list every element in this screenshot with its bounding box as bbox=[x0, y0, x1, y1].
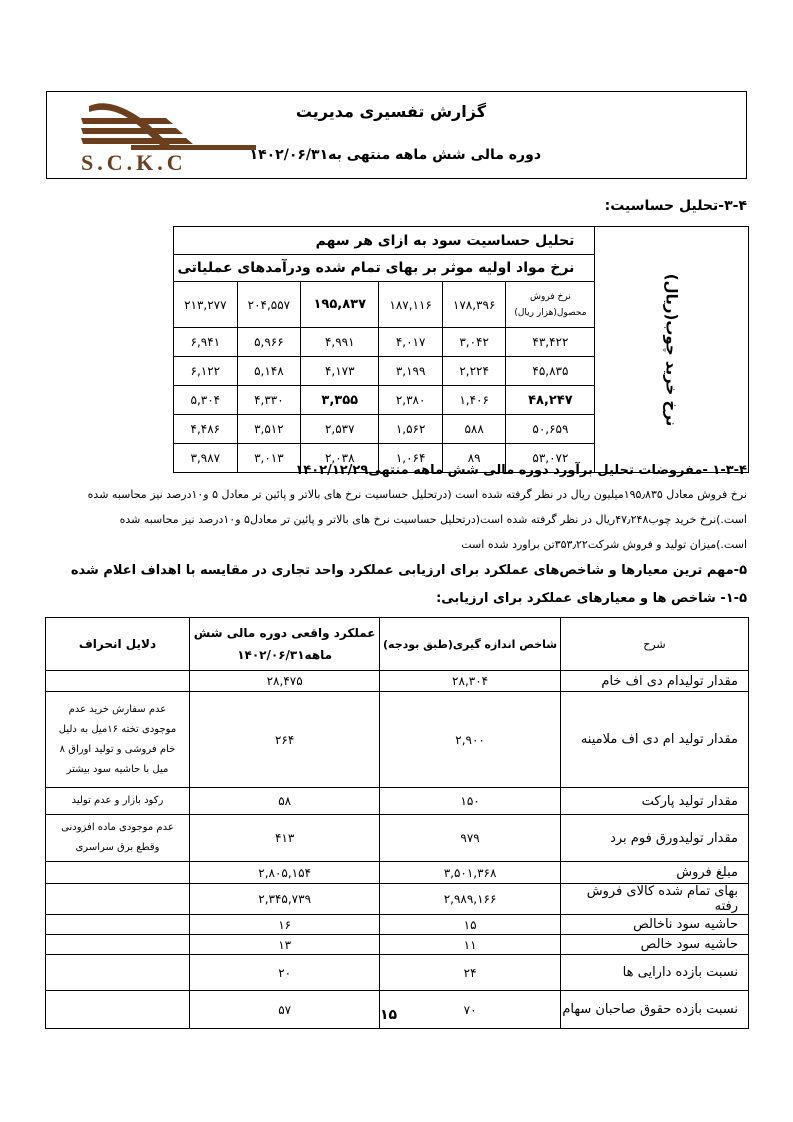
row-budget: ۱۵۰ bbox=[380, 788, 560, 815]
table-row bbox=[46, 692, 749, 788]
table-cell: ۴,۱۷۳ bbox=[301, 357, 379, 386]
table-cell: ۲,۲۲۴ bbox=[442, 357, 506, 386]
table-cell: ۶,۱۲۲ bbox=[174, 357, 238, 386]
row-reason bbox=[46, 935, 190, 955]
wood-rate-cell: ۴۸,۲۴۷ bbox=[506, 386, 595, 415]
table-cell: ۳,۰۴۲ bbox=[442, 328, 506, 357]
row-actual: ۵۸ bbox=[189, 788, 379, 815]
row-description: بهای تمام شده کالای فروش رفته bbox=[560, 884, 748, 915]
logo-graphic bbox=[71, 98, 271, 174]
table-cell: ۶,۹۴۱ bbox=[174, 328, 238, 357]
row-description: مقدار تولید ام دی اف ملامینه bbox=[560, 692, 748, 788]
row-reason: عدم سفارش خرید عدم موجودی تخته ۱۶میل به دلیل خام فروشی و تولید اوراق ۸ میل با حاشیه سود بیشتر bbox=[46, 692, 190, 788]
row-reason bbox=[46, 991, 190, 1029]
sensitivity-subtitle: نرخ مواد اولیه موثر بر بهای تمام شده ودرآمدهای عملیاتی bbox=[174, 255, 595, 282]
row-description: مقدار تولید پارکت bbox=[560, 788, 748, 815]
row-description: حاشیه سود ناخالص bbox=[560, 915, 748, 935]
row-budget: ۱۱ bbox=[380, 935, 560, 955]
table-cell: ۳,۰۱۳ bbox=[237, 444, 301, 473]
report-header bbox=[46, 91, 747, 179]
table-cell: ۲,۰۳۸ bbox=[301, 444, 379, 473]
sale-rate-col-3: ۱۹۵,۸۳۷ bbox=[301, 282, 379, 328]
col-header-budget: شاخص اندازه گیری(طبق بودجه) bbox=[380, 618, 560, 671]
company-logo bbox=[71, 98, 271, 174]
table-cell: ۸۹ bbox=[442, 444, 506, 473]
table-cell: ۲,۵۳۷ bbox=[301, 415, 379, 444]
row-budget: ۲۴ bbox=[380, 955, 560, 991]
row-reason bbox=[46, 915, 190, 935]
table-row bbox=[46, 955, 749, 991]
row-reason bbox=[46, 955, 190, 991]
table-row bbox=[46, 815, 749, 862]
row-actual: ۱۶ bbox=[189, 915, 379, 935]
table-cell: ۲,۳۸۰ bbox=[379, 386, 443, 415]
sale-rate-col-5: ۲۱۳,۲۷۷ bbox=[174, 282, 238, 328]
row-actual: ۲,۳۴۵,۷۳۹ bbox=[189, 884, 379, 915]
table-cell: ۱,۰۶۴ bbox=[379, 444, 443, 473]
table-cell: ۳,۹۸۷ bbox=[174, 444, 238, 473]
table-row bbox=[46, 671, 749, 692]
row-description: مقدار تولیدام دی اف خام bbox=[560, 671, 748, 692]
table-row bbox=[46, 862, 749, 884]
table-cell: ۴,۹۹۱ bbox=[301, 328, 379, 357]
performance-table bbox=[45, 617, 749, 1029]
table-cell: ۱,۵۶۲ bbox=[379, 415, 443, 444]
row-actual: ۲,۸۰۵,۱۵۴ bbox=[189, 862, 379, 884]
row-budget: ۲,۹۰۰ bbox=[380, 692, 560, 788]
wood-rate-cell: ۵۳,۰۷۲ bbox=[506, 444, 595, 473]
table-cell: ۵,۱۴۸ bbox=[237, 357, 301, 386]
row-description: نسبت بازده دارایی ها bbox=[560, 955, 748, 991]
wood-rate-vertical-label: نرخ خرید چوب(ریال) bbox=[595, 227, 749, 473]
sensitivity-section-heading: ۳-۴-تحلیل حساسیت: bbox=[604, 198, 747, 214]
row-budget: ۳,۵۰۱,۳۶۸ bbox=[380, 862, 560, 884]
page-number: ۱۵ bbox=[380, 1007, 398, 1023]
sensitivity-title: تحلیل حساسیت سود به ازای هر سهم bbox=[174, 227, 595, 255]
col-header-actual: عملکرد واقعی دوره مالی شش ماهه۱۴۰۲/۰۶/۳۱ bbox=[189, 618, 379, 671]
report-title: گزارش تفسیری مدیریت bbox=[295, 102, 486, 121]
wood-rate-cell: ۴۳,۴۲۲ bbox=[506, 328, 595, 357]
assumptions-line-1: نرخ فروش معادل ۱۹۵٫۸۳۵میلیون ریال در نظر گرفته شده است (درتحلیل حساسیت نرخ های بالاتر و پائین تر معادل ۵ و۱۰درصد نیز محاسبه شده bbox=[87, 488, 747, 501]
row-reason: رکود بازار و عدم تولید bbox=[46, 788, 190, 815]
table-cell: ۵۸۸ bbox=[442, 415, 506, 444]
row-actual: ۲۰ bbox=[189, 955, 379, 991]
table-cell: ۳,۱۹۹ bbox=[379, 357, 443, 386]
row-description: نسبت بازده حقوق صاحبان سهام bbox=[560, 991, 748, 1029]
col-header-reasons: دلایل انحراف bbox=[46, 618, 190, 671]
table-cell: ۱,۴۰۶ bbox=[442, 386, 506, 415]
row-description: حاشیه سود خالص bbox=[560, 935, 748, 955]
sale-rate-col-1: ۱۷۸,۳۹۶ bbox=[442, 282, 506, 328]
sensitivity-table bbox=[173, 226, 749, 473]
row-reason bbox=[46, 671, 190, 692]
wood-rate-cell: ۵۰,۶۵۹ bbox=[506, 415, 595, 444]
row-budget: ۹۷۹ bbox=[380, 815, 560, 862]
table-header-row bbox=[46, 618, 749, 671]
row-reason: عدم موجودی ماده افزودنی وقطع برق سراسری bbox=[46, 815, 190, 862]
report-period: دوره مالی شش ماهه منتهی به۱۴۰۲/۰۶/۳۱ bbox=[249, 147, 541, 163]
section-5-heading: ۵-مهم ترین معیارها و شاخص‌های عملکرد برای ارزیابی عملکرد واحد تجاری در مقایسه با اهداف اعلام شده bbox=[70, 563, 747, 578]
table-cell: ۵,۳۰۴ bbox=[174, 386, 238, 415]
row-actual: ۴۱۳ bbox=[189, 815, 379, 862]
row-reason bbox=[46, 884, 190, 915]
assumptions-heading: ۱-۳-۴ -مفروضات تحلیل برآورد دوره مالی شش ماهه منتهی۱۴۰۲/۱۲/۲۹ bbox=[295, 463, 747, 478]
table-cell: ۴,۴۸۶ bbox=[174, 415, 238, 444]
table-row bbox=[46, 915, 749, 935]
row-reason bbox=[46, 862, 190, 884]
row-actual: ۲۸,۴۷۵ bbox=[189, 671, 379, 692]
wood-rate-cell: ۴۵,۸۳۵ bbox=[506, 357, 595, 386]
table-cell: ۴,۰۱۷ bbox=[379, 328, 443, 357]
section-5-1-heading: ۱-۵- شاخص ها و معیارهای عملکرد برای ارزیابی: bbox=[436, 591, 747, 606]
table-cell: ۳,۵۱۲ bbox=[237, 415, 301, 444]
table-cell: ۵,۹۶۶ bbox=[237, 328, 301, 357]
row-actual: ۵۷ bbox=[189, 991, 379, 1029]
row-description: مبلغ فروش bbox=[560, 862, 748, 884]
col-header-description: شرح bbox=[560, 618, 748, 671]
table-cell: ۴,۳۳۰ bbox=[237, 386, 301, 415]
sale-rate-col-4: ۲۰۴,۵۵۷ bbox=[237, 282, 301, 328]
row-actual: ۱۳ bbox=[189, 935, 379, 955]
base-case-cell: ۳,۳۵۵ bbox=[301, 386, 379, 415]
row-budget: ۱۵ bbox=[380, 915, 560, 935]
row-actual: ۲۶۴ bbox=[189, 692, 379, 788]
row-budget: ۲,۹۸۹,۱۶۶ bbox=[380, 884, 560, 915]
table-row bbox=[46, 935, 749, 955]
row-budget: ۷۰ bbox=[380, 991, 560, 1029]
sale-rate-corner-label: نرخ فروش محصول(هزار ریال) bbox=[506, 282, 595, 328]
row-description: مقدار تولیدورق فوم برد bbox=[560, 815, 748, 862]
assumptions-line-3: است.)میزان تولید و فروش شرکت۳۵۳٫۲۲تن براورد شده است bbox=[461, 538, 747, 551]
sale-rate-col-2: ۱۸۷,۱۱۶ bbox=[379, 282, 443, 328]
table-row bbox=[46, 788, 749, 815]
table-row bbox=[46, 884, 749, 915]
row-budget: ۲۸,۳۰۴ bbox=[380, 671, 560, 692]
assumptions-line-2: است.)نرخ خرید چوب۴۷٫۲۴۸ریال در نظر گرفته شده است(درتحلیل حساسیت نرخ های بالاتر و پائین تر معادل۵ و۱۰درصد نیز محاسبه شده bbox=[119, 513, 747, 526]
logo-text: S.C.K.C bbox=[81, 150, 187, 174]
